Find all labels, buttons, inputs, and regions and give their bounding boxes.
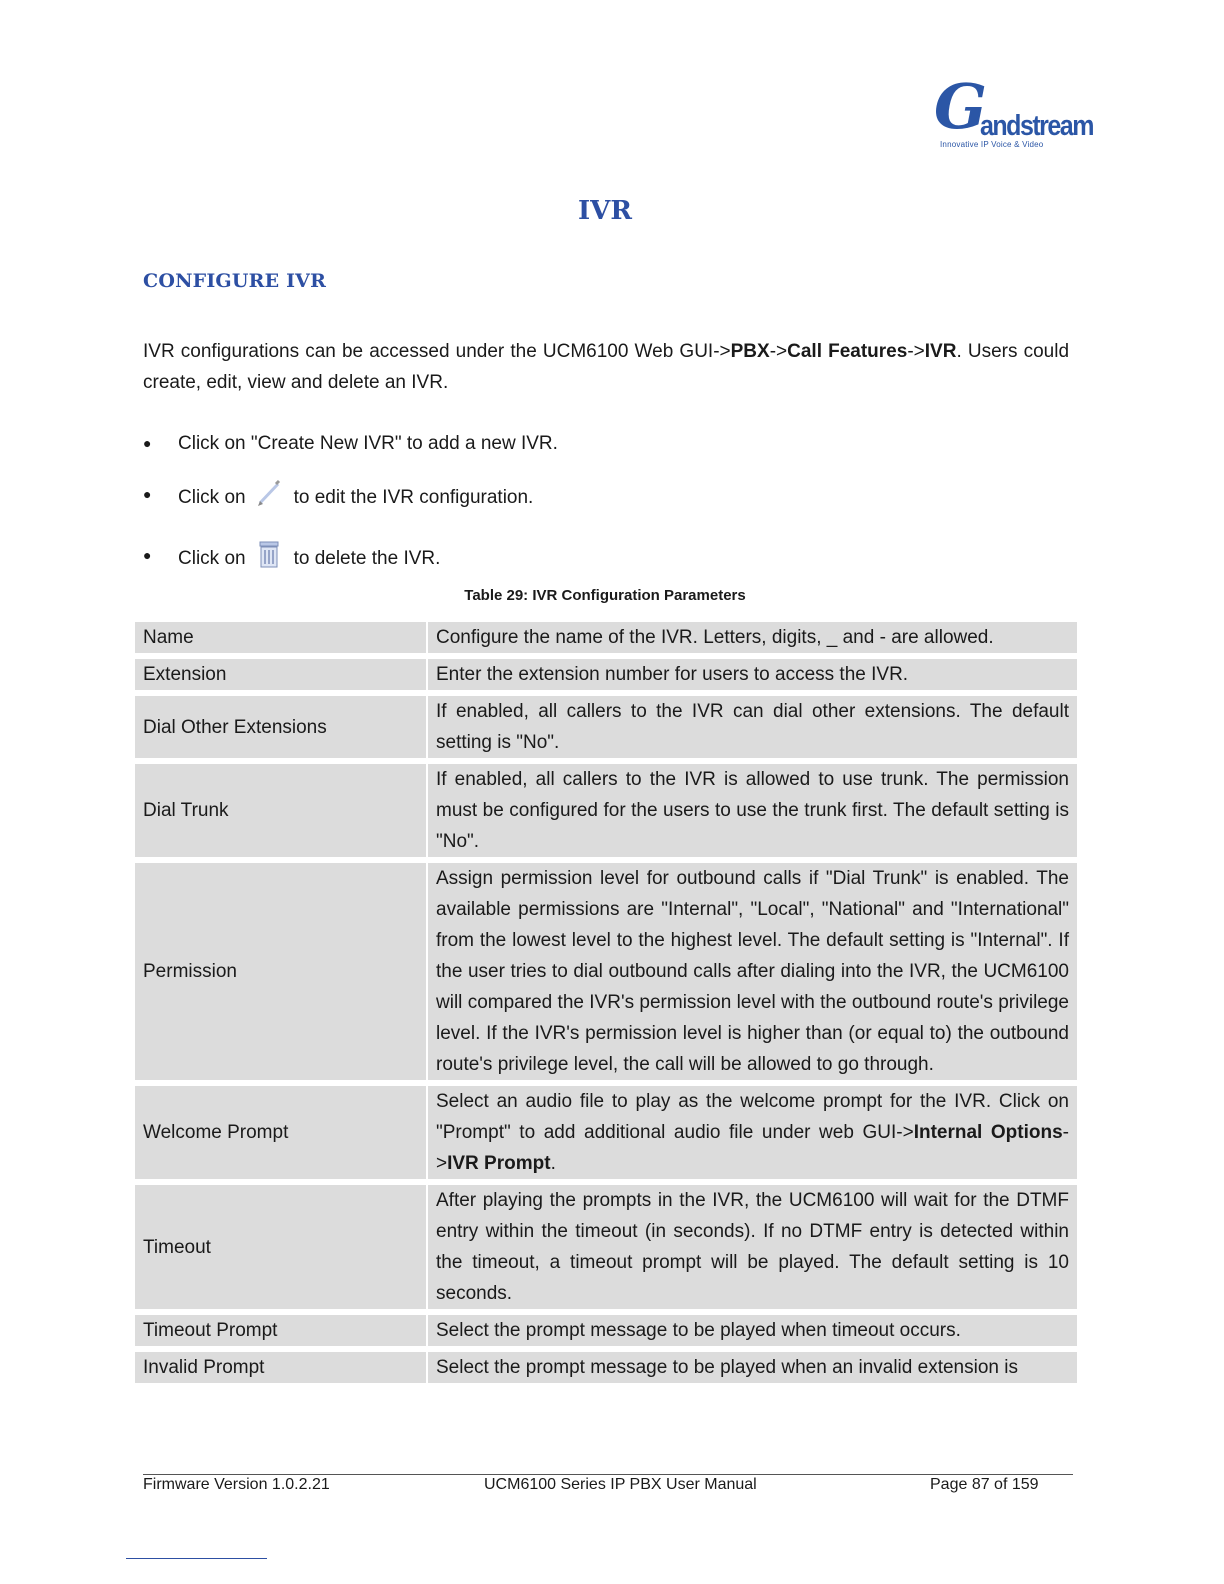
footer-manual-title: UCM6100 Series IP PBX User Manual bbox=[484, 1476, 757, 1493]
param-name: Extension bbox=[135, 659, 426, 690]
param-description: If enabled, all callers to the IVR can dial other extensions. The default setting is "No". bbox=[428, 696, 1077, 758]
param-name: Welcome Prompt bbox=[135, 1086, 426, 1179]
logo-wordmark: andstream bbox=[980, 109, 1093, 143]
list-item-delete bbox=[143, 540, 440, 571]
list-item-text: Click on "Create New IVR" to add a new IVR. bbox=[178, 433, 558, 454]
param-description: Select the prompt message to be played when timeout occurs. bbox=[428, 1315, 1077, 1346]
ivr-parameters-table bbox=[133, 616, 1079, 1389]
menu-path-internal-options: Internal Options bbox=[913, 1122, 1063, 1143]
table-row bbox=[135, 863, 1077, 1080]
bullet-icon: ● bbox=[143, 547, 152, 563]
table-row bbox=[135, 1185, 1077, 1309]
param-name: Invalid Prompt bbox=[135, 1352, 426, 1383]
table-row bbox=[135, 1315, 1077, 1346]
intro-text-1: IVR configurations can be accessed under the UCM6100 Web GUI-> bbox=[143, 341, 731, 362]
footer-page-number: Page 87 of 159 bbox=[930, 1476, 1039, 1493]
desc-end: . bbox=[550, 1153, 556, 1174]
grandstream-logo bbox=[930, 70, 1093, 156]
bottom-link-line bbox=[126, 1558, 267, 1559]
intro-arrow-1: -> bbox=[769, 341, 788, 362]
param-description: Select the prompt message to be played when an invalid extension is bbox=[428, 1352, 1077, 1383]
intro-text-4: . Users could create, edit, view and delete an IVR. bbox=[143, 341, 1070, 393]
intro-paragraph bbox=[143, 336, 1069, 398]
footer-divider bbox=[143, 1474, 1073, 1475]
param-description: Assign permission level for outbound calls if "Dial Trunk" is enabled. The available permissions are "Internal", "Local", "National" and "International" from the lowest level to the highest level. The default setting is "Internal". If the user tries to dial outbound calls after dialing into the IVR, the UCM6100 will compared the IVR's permission level with the outbound route's privilege level. If the IVR's permission level is higher than (or equal to) the outbound route's privilege level, the call will be allowed to go through. bbox=[428, 863, 1077, 1080]
footer-firmware-version: Firmware Version 1.0.2.21 bbox=[143, 1476, 330, 1493]
table-row bbox=[135, 622, 1077, 653]
list-item-prefix: Click on bbox=[178, 548, 246, 569]
intro-arrow-2: -> bbox=[907, 341, 925, 362]
table-row bbox=[135, 764, 1077, 857]
param-name: Dial Trunk bbox=[135, 764, 426, 857]
menu-path-pbx: PBX bbox=[730, 341, 770, 362]
logo-mark: G bbox=[934, 70, 987, 143]
param-name: Timeout bbox=[135, 1185, 426, 1309]
table-caption: Table 29: IVR Configuration Parameters bbox=[464, 587, 746, 604]
param-name: Name bbox=[135, 622, 426, 653]
menu-path-ivr: IVR bbox=[924, 341, 957, 362]
param-description: Enter the extension number for users to access the IVR. bbox=[428, 659, 1077, 690]
param-name: Dial Other Extensions bbox=[135, 696, 426, 758]
table-row bbox=[135, 1352, 1077, 1383]
bullet-icon: ● bbox=[143, 435, 152, 451]
table-row bbox=[135, 1086, 1077, 1179]
section-title: CONFIGURE IVR bbox=[143, 270, 327, 292]
list-item-suffix: to edit the IVR configuration. bbox=[293, 487, 534, 508]
param-name: Timeout Prompt bbox=[135, 1315, 426, 1346]
param-name: Permission bbox=[135, 863, 426, 1080]
logo-tagline: Innovative IP Voice & Video bbox=[940, 140, 1044, 149]
table-row bbox=[135, 696, 1077, 758]
list-item-create bbox=[143, 428, 558, 459]
menu-path-call-features: Call Features bbox=[787, 341, 908, 362]
bullet-icon: ● bbox=[143, 486, 152, 502]
menu-path-ivr-prompt: IVR Prompt bbox=[447, 1153, 551, 1174]
page-title: IVR bbox=[578, 196, 632, 226]
desc-text: Select an audio file to play as the welcome prompt for the IVR. Click on "Prompt" to add additional audio file under web GUI-> bbox=[436, 1091, 1069, 1143]
list-item-prefix: Click on bbox=[178, 487, 246, 508]
list-item-suffix: to delete the IVR. bbox=[293, 548, 441, 569]
param-description: After playing the prompts in the IVR, the UCM6100 will wait for the DTMF entry within the timeout (in seconds). If no DTMF entry is detected within the timeout, a timeout prompt will be played. The default setting is 10 seconds. bbox=[428, 1185, 1077, 1309]
param-description: If enabled, all callers to the IVR is allowed to use trunk. The permission must be configured for the users to use the trunk first. The default setting is "No". bbox=[428, 764, 1077, 857]
desc-arrow: -> bbox=[436, 1122, 1069, 1174]
param-description: Configure the name of the IVR. Letters, digits, _ and - are allowed. bbox=[428, 622, 1077, 653]
param-description bbox=[428, 1086, 1077, 1179]
list-item-edit bbox=[143, 479, 533, 510]
edit-pencil-icon bbox=[254, 479, 284, 509]
table-row bbox=[135, 659, 1077, 690]
trash-icon bbox=[254, 540, 284, 570]
